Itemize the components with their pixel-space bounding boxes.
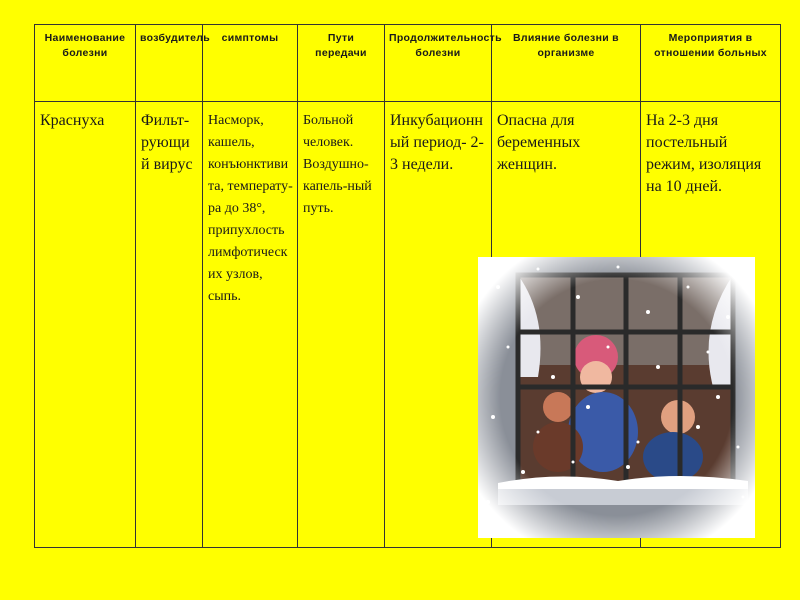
header-transmission: Пути передачи bbox=[298, 25, 385, 102]
header-pathogen: возбудитель bbox=[136, 25, 203, 102]
cell-pathogen: Фильт-рующий вирус bbox=[136, 102, 203, 548]
header-effect: Влияние болезни в организме bbox=[492, 25, 641, 102]
cell-disease: Краснуха bbox=[35, 102, 136, 548]
cell-measures: На 2-3 дня постельный режим, изоляция на 10 дней. bbox=[641, 102, 781, 548]
header-measures: Мероприятия в отношении больных bbox=[641, 25, 781, 102]
cell-duration: Инкубационный период- 2-3 недели. bbox=[385, 102, 492, 548]
header-duration: Продолжительность болезни bbox=[385, 25, 492, 102]
header-row bbox=[35, 25, 781, 102]
snowy-window-illustration bbox=[478, 257, 755, 538]
snowy-window-children-icon bbox=[478, 257, 755, 538]
cell-effect: Опасна для беременных женщин. bbox=[492, 102, 641, 548]
header-disease-name: Наименование болезни bbox=[35, 25, 136, 102]
cell-symptoms: Насморк, кашель, конъюнктивита, температу-ра до 38°, припухлость лимфотических узлов, сыпь. bbox=[203, 102, 298, 548]
cell-transmission: Больной человек. Воздушно-капель-ный путь. bbox=[298, 102, 385, 548]
header-symptoms: симптомы bbox=[203, 25, 298, 102]
